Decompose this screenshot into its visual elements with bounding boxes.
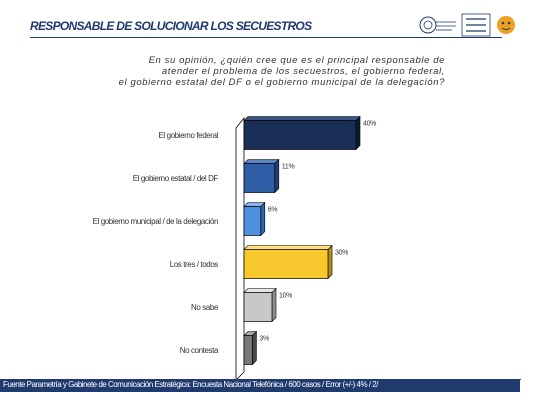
- category-label: El gobierno federal: [158, 131, 218, 140]
- bar: [244, 293, 272, 322]
- bar: [244, 121, 356, 150]
- page-title: RESPONSABLE DE SOLUCIONAR LOS SECUESTROS: [30, 19, 312, 33]
- bar-top-face: [244, 203, 265, 207]
- chart-3d-wall: [236, 118, 244, 380]
- category-label: El gobierno estatal / del DF: [132, 174, 218, 183]
- bar-side-face: [275, 160, 279, 193]
- bar-side-face: [261, 203, 265, 236]
- question-line-1: En su opinión, ¿quién cree que es el principal responsable de: [148, 55, 445, 66]
- value-label: 3%: [259, 335, 269, 343]
- bar: [244, 164, 275, 193]
- bar-top-face: [244, 117, 360, 121]
- bar: [244, 250, 328, 279]
- question-line-3: el gobierno estatal del DF o el gobierno municipal de la delegación?: [118, 77, 445, 88]
- bar-top-face: [244, 289, 276, 293]
- category-label: El gobierno municipal / de la delegación: [92, 217, 218, 226]
- bar: [244, 336, 252, 365]
- value-label: 30%: [335, 249, 349, 257]
- value-label: 6%: [267, 206, 278, 214]
- value-label: 40%: [363, 120, 377, 128]
- bar-side-face: [252, 332, 256, 365]
- value-label: 11%: [281, 163, 295, 171]
- footer-corner: [520, 380, 534, 400]
- bar-top-face: [244, 246, 332, 250]
- category-label: No contesta: [179, 346, 218, 355]
- category-label: No sabe: [191, 303, 218, 312]
- bar-side-face: [328, 246, 332, 279]
- bar-side-face: [356, 117, 360, 150]
- value-label: 10%: [279, 292, 293, 300]
- footer-bar: [0, 379, 521, 392]
- category-label: Los tres / todos: [169, 260, 218, 269]
- bar-top-face: [244, 160, 279, 164]
- footer-source-note: Fuente Parametría y Gabinete de Comunicación Estratégica: Encuesta Nacional Telefónica / 600 casos / Error (+/-) 4% / 2/: [3, 380, 378, 389]
- bar-side-face: [272, 289, 276, 322]
- bar: [244, 207, 261, 236]
- question-line-2: atender el problema de los secuestros, el gobierno federal,: [161, 66, 445, 77]
